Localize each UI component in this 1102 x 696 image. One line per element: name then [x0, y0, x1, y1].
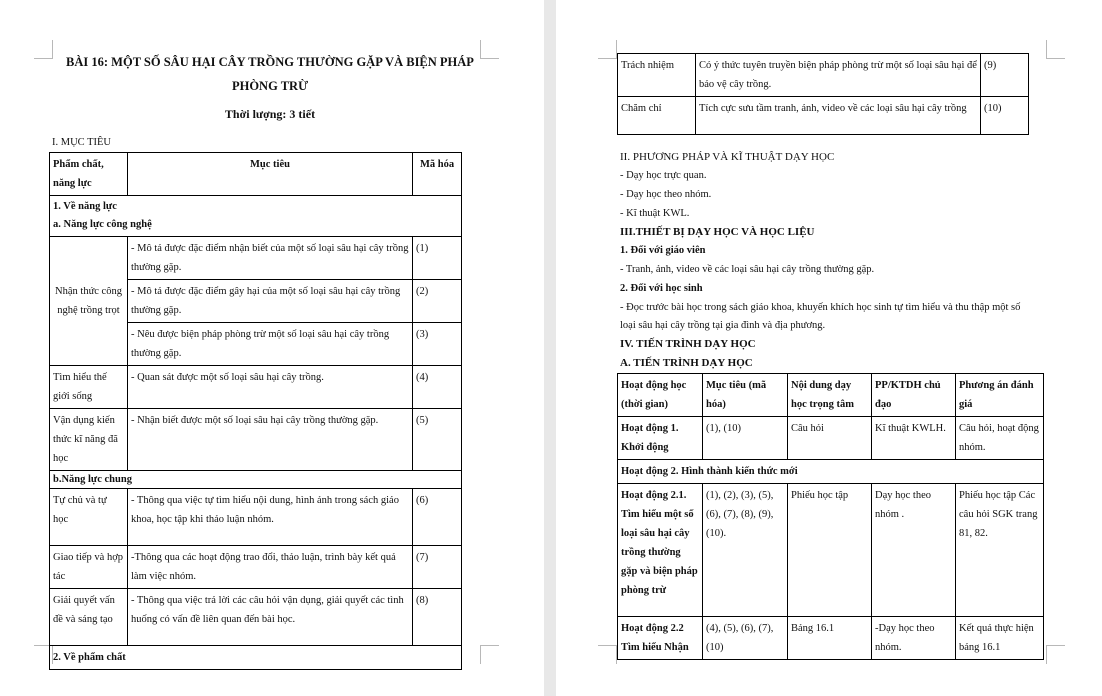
objective-text: - Mô tả được đặc điểm gây hại của một số loại sâu hại cây trồng thường gặp. — [128, 280, 413, 323]
material-item: - Tranh, ảnh, video về các loại sâu hại cây trồng thường gặp. — [620, 264, 875, 275]
quality-code: (10) — [981, 97, 1029, 135]
section-heading: II. PHƯƠNG PHÁP VÀ KĨ THUẬT DẠY HỌC — [620, 151, 835, 163]
table-header: Phẩm chất, năng lực — [50, 153, 128, 196]
method-item: - Dạy học trực quan. — [620, 170, 707, 181]
objective-code: (8) — [413, 589, 462, 646]
objective-text: - Mô tả được đặc điểm nhận biết của một số loại sâu hại cây trồng thường gặp. — [128, 237, 413, 280]
quality-text: Có ý thức tuyên truyền biện pháp phòng trừ một số loại sâu hại để bảo vệ cây trồng. — [696, 54, 981, 97]
document-page-2 — [556, 0, 1102, 696]
competency-label: Vận dụng kiến thức kĩ năng đã học — [50, 409, 128, 471]
competency-label: Tự chủ và tự học — [50, 489, 128, 546]
process-cell: -Dạy học theo nhóm. — [872, 617, 956, 660]
section-heading: I. MỤC TIÊU — [52, 137, 112, 148]
section-heading: III.THIẾT BỊ DẠY HỌC VÀ HỌC LIỆU — [620, 226, 815, 238]
section-heading: IV. TIẾN TRÌNH DẠY HỌC — [620, 338, 756, 350]
crop-mark — [480, 645, 499, 664]
method-item: - Kĩ thuật KWL. — [620, 208, 690, 219]
subsection-heading: 2. Đối với học sinh — [620, 283, 703, 294]
process-cell: Hoạt động 2.2 Tìm hiểu Nhận — [618, 617, 703, 660]
process-cell: Bảng 16.1 — [788, 617, 872, 660]
crop-mark — [1046, 645, 1065, 664]
table-header: Mục tiêu — [128, 153, 413, 196]
process-cell: Dạy học theo nhóm . — [872, 484, 956, 617]
competency-label: Giải quyết vấn đề và sáng tạo — [50, 589, 128, 646]
process-table — [617, 373, 1044, 660]
process-header: Hoạt động học (thời gian) — [618, 374, 703, 417]
material-item: loại sâu hại cây trồng tại gia đình và địa phương. — [620, 320, 826, 331]
lesson-title: BÀI 16: MỘT SỐ SÂU HẠI CÂY TRỒNG THƯỜNG GẶP VÀ BIỆN PHÁP PHÒNG TRỪ — [66, 55, 474, 93]
objective-text: - Quan sát được một số loại sâu hại cây trồng. — [128, 366, 413, 409]
objective-code: (4) — [413, 366, 462, 409]
process-cell: Phiếu học tập Các câu hỏi SGK trang 81, 82. — [956, 484, 1044, 617]
material-item: - Đọc trước bài học trong sách giáo khoa, khuyến khích học sinh tự tìm hiểu và thu thập một số — [620, 302, 1021, 313]
process-cell: Kĩ thuật KWLH. — [872, 417, 956, 460]
document-page-1 — [0, 0, 544, 696]
table-section-row: 1. Về năng lực — [50, 196, 462, 217]
quality-text: Tích cực sưu tầm tranh, ảnh, video về các loại sâu hại cây trồng — [696, 97, 981, 135]
process-header: PP/KTDH chủ đạo — [872, 374, 956, 417]
objective-code: (3) — [413, 323, 462, 366]
objective-code: (7) — [413, 546, 462, 589]
process-cell: (4), (5), (6), (7), (10) — [703, 617, 788, 660]
objective-code: (5) — [413, 409, 462, 471]
table-section-row: a. Năng lực công nghệ — [50, 216, 462, 237]
objective-text: - Nêu được biện pháp phòng trừ một số loại sâu hại cây trồng thường gặp. — [128, 323, 413, 366]
process-cell: (1), (2), (3), (5), (6), (7), (8), (9), (10). — [703, 484, 788, 617]
lesson-duration: Thời lượng: 3 tiết — [224, 107, 316, 121]
qualities-table — [617, 53, 1029, 135]
objective-code: (1) — [413, 237, 462, 280]
crop-mark — [34, 40, 53, 59]
process-header: Phương án đánh giá — [956, 374, 1044, 417]
objectives-table — [49, 152, 462, 670]
crop-mark — [598, 645, 617, 664]
process-header: Mục tiêu (mã hóa) — [703, 374, 788, 417]
process-cell: Hoạt động 2.1. Tìm hiểu một số loại sâu hại cây trồng thường gặp và biện pháp phòng trừ — [618, 484, 703, 617]
table-header: Mã hóa — [413, 153, 462, 196]
crop-mark — [598, 40, 617, 59]
process-cell: Câu hỏi, hoạt động nhóm. — [956, 417, 1044, 460]
process-cell: Phiếu học tập — [788, 484, 872, 617]
quality-label: Trách nhiệm — [618, 54, 696, 97]
process-cell: (1), (10) — [703, 417, 788, 460]
objective-code: (2) — [413, 280, 462, 323]
competency-label: Giao tiếp và hợp tác — [50, 546, 128, 589]
objective-text: - Thông qua việc trả lời các câu hỏi vận dụng, giải quyết các tình huống có vấn đề liên quan đến bài học. — [128, 589, 413, 646]
section-heading: A. TIẾN TRÌNH DẠY HỌC — [620, 357, 753, 369]
competency-label: Nhận thức công nghệ trồng trọt — [50, 237, 128, 366]
method-item: - Dạy học theo nhóm. — [620, 189, 712, 200]
objective-text: - Nhận biết được một số loại sâu hại cây trồng thường gặp. — [128, 409, 413, 471]
subsection-heading: 1. Đối với giáo viên — [620, 245, 706, 256]
process-header: Nội dung dạy học trọng tâm — [788, 374, 872, 417]
process-cell: Câu hỏi — [788, 417, 872, 460]
objective-text: -Thông qua các hoạt động trao đổi, thảo luận, trình bày kết quả làm việc nhóm. — [128, 546, 413, 589]
process-section-row: Hoạt động 2. Hình thành kiến thức mới — [618, 460, 1044, 484]
quality-code: (9) — [981, 54, 1029, 97]
table-section-row: b.Năng lực chung — [50, 471, 462, 489]
objective-code: (6) — [413, 489, 462, 546]
objective-text: - Thông qua việc tự tìm hiểu nội dung, hình ảnh trong sách giáo khoa, học tập khi thảo luận nhóm. — [128, 489, 413, 546]
competency-label: Tìm hiểu thế giới sống — [50, 366, 128, 409]
crop-mark — [1046, 40, 1065, 59]
process-cell: Hoạt động 1. Khởi động — [618, 417, 703, 460]
quality-label: Chăm chỉ — [618, 97, 696, 135]
table-section-row: 2. Về phẩm chất — [50, 646, 462, 670]
process-cell: Kết quả thực hiện bảng 16.1 — [956, 617, 1044, 660]
